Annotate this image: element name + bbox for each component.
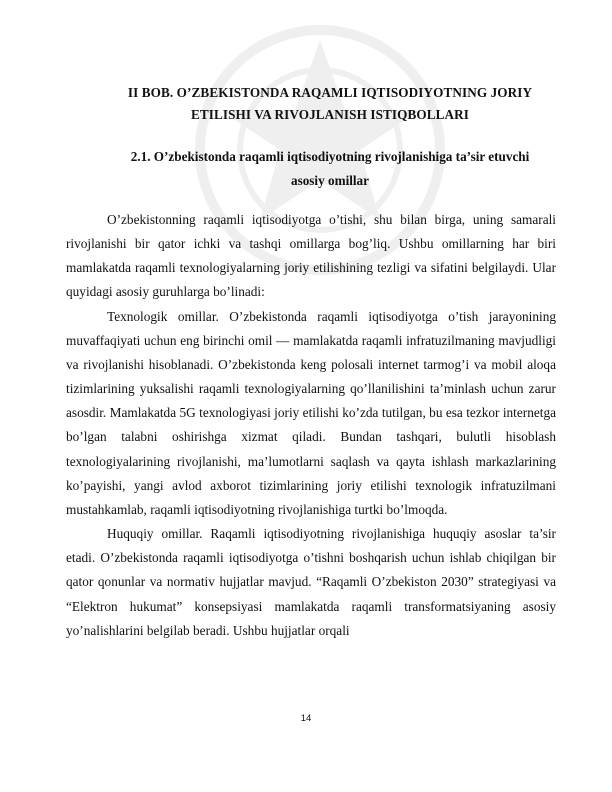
body-text bbox=[66, 208, 556, 643]
chapter-title bbox=[80, 82, 580, 126]
chapter-title-line-2: ETILISHI VA RIVOJLANISH ISTIQBOLLARI bbox=[190, 107, 470, 122]
paragraph-technological-factors: Texnologik omillar. O’zbekistonda raqamli iqtisodiyotga o’tish jarayonining muvaffaqiyati uchun eng birinchi omil — mamlakatda raqamli infratuzilmaning mavjudligi va rivojlanishi hisoblanadi. O’zbekistonda keng polosali internet tarmog’i va mobil aloqa tizimlarining yuksalishi raqamli texnologiyalarning qo’llanilishini ta’minlash uchun zarur asosdir. Mamlakatda 5G texnologiyasi joriy etilishi ko’zda tutilgan, bu esa tezkor internetga bo’lgan talabni oshirishga xizmat qiladi. Bundan tashqari, bulutli hisoblash texnologiyalarining rivojlanishi, ma’lumotlarni saqlash va qayta ishlash markazlarining ko’payishi, yangi avlod axborot tizimlarining joriy etilishi texnologik infratuzilmani mustahkamlab, raqamli iqtisodiyotning rivojlanishiga turtki bo’lmoqda. bbox=[66, 308, 556, 517]
section-title bbox=[80, 145, 580, 193]
page-number: 14 bbox=[300, 713, 312, 724]
section-title-line-2: asosiy omillar bbox=[290, 173, 370, 188]
paragraph-legal-factors: Huquqiy omillar. Raqamli iqtisodiyotning rivojlanishiga huquqiy asoslar ta’sir etadi. O’zbekistonda raqamli iqtisodiyotga o’tishni boshqarish uchun ishlab chiqilgan bir qator qonunlar va normativ hujjatlar mavjud. “Raqamli O’zbekiston 2030” strategiyasi va “Elektron hukumat” konsepsiyasi mamlakatda raqamli transformatsiyaning asosiy yo’nalishlarini belgilab beradi. Ushbu hujjatlar orqali bbox=[66, 526, 556, 638]
chapter-title-line-1: II BOB. O’ZBEKISTONDA RAQAMLI IQTISODIYOTNING JORIY bbox=[127, 85, 533, 100]
section-title-line-1: 2.1. O’zbekistonda raqamli iqtisodiyotning rivojlanishiga ta’sir etuvchi bbox=[130, 149, 530, 164]
paragraph-intro: O’zbekistonning raqamli iqtisodiyotga o’tishi, shu bilan birga, uning samarali rivojlanishi bir qator ichki va tashqi omillarga bog’liq. Ushbu omillarning har biri mamlakatda raqamli texnologiyalarning joriy etilishining tezligi va sifatini belgilaydi. Ular quyidagi asosiy guruhlarga bo’linadi: bbox=[66, 212, 556, 300]
